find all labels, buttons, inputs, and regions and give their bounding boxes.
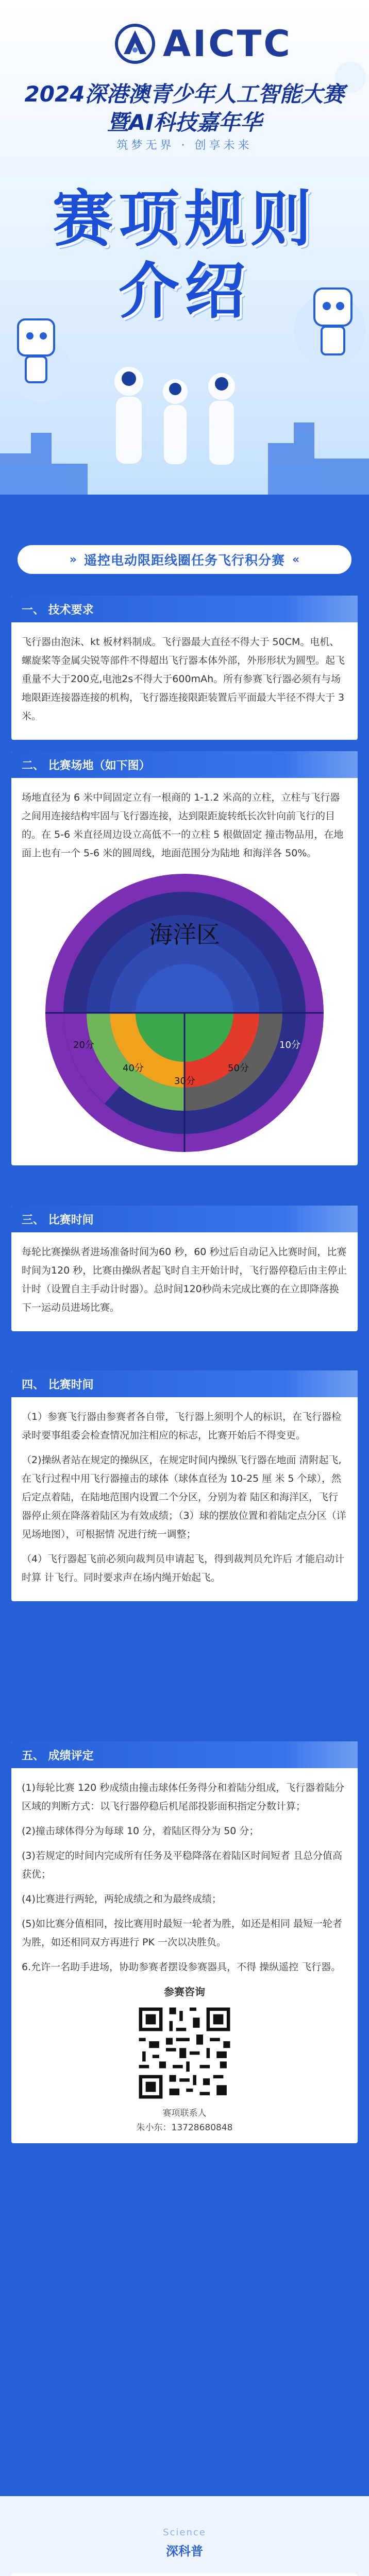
card-scoring xyxy=(11,1741,358,2143)
consult-title: 参赛咨询 xyxy=(164,1986,205,1998)
ring-label-30: 30分 xyxy=(174,1076,195,1087)
score-item: (4)比赛进行两轮，两轮成绩之和为最终成绩； xyxy=(22,1893,222,1905)
aictc-logo xyxy=(114,21,292,67)
section-title: 四、 比赛时间 xyxy=(22,1378,94,1392)
logo-text: AICTC xyxy=(163,23,292,65)
score-item: (1)每轮比赛 120 秒成绩由撞击球体任务得分和着陆分组成，飞行器着陆分区域的判断方式：以飞行器停稳后机尾部投影面积指定分数计算； xyxy=(22,1782,345,1812)
ring-label-40: 40分 xyxy=(123,1063,144,1074)
section-title: 三、 比赛时间 xyxy=(22,1213,94,1227)
section-title: 五、 成绩评定 xyxy=(22,1749,94,1762)
section-heading xyxy=(11,1741,358,1768)
hero-event-subtitle: 暨AI科技嘉年华 xyxy=(107,110,262,135)
section-text: 飞行器由泡沫、kt 板材料制成。飞行器最大直径不得大于 50CM。电机、螺旋桨等金属尖锐等部件不得超出飞行器本体外部，外形形状为圆型。起飞重量不大于200克,电池2s不得大于600mAh。所有参赛飞行器必须有与场地限距连接器连接的机构，飞行器连接限距装置后平面最大半径不得大于 3 米。 xyxy=(22,636,345,722)
ring-label-50: 50分 xyxy=(228,1063,249,1074)
rule-item: （2)操纵者站在规定的操纵区，在规定时间内操纵飞行器在地面 清附起飞,在飞行过程中用飞行器撞击的球体（球体直径为 10-25 厘 米 5 个球），然后定点着陆，在陆地范围内设置二个分区，分别为着 陆区和海洋区，飞行器停止须在降落着陆区为有效成绩；（3）球的摆放位置和着陆定点分区（详见场地图），可根据情 况进行统一调整； xyxy=(22,1454,346,1540)
score-item: (2)撞击球体得分为每球 10 分，着陆区得分为 50 分； xyxy=(22,1825,259,1837)
hero-slogan: 筑梦无界 · 创享未来 xyxy=(116,139,253,152)
score-item: (5)如比赛分值相同，按比赛用时最短一轮者为胜，如还是相同 最短一轮者为胜，如还相同双方再进行 PK 一次以决胜负。 xyxy=(22,1918,342,1948)
kp-intro-text xyxy=(11,2573,358,2576)
science-label: Science xyxy=(163,2527,206,2538)
heading-gradient-deco xyxy=(286,1370,358,1397)
rules-container xyxy=(0,582,369,2496)
double-chevron-right-icon: » xyxy=(69,553,77,566)
logo-mark-icon xyxy=(114,23,156,64)
heading-gradient-deco xyxy=(286,751,358,778)
heading-gradient-deco xyxy=(286,1206,358,1232)
section-title: 一、 技术要求 xyxy=(22,603,94,617)
section-heading xyxy=(11,751,358,778)
heading-gradient-deco xyxy=(286,1741,358,1768)
section-text: 每轮比赛操纵者进场准备时间为60 秒，60 秒过后自动记入比赛时间，比赛时间为120 秒，比赛由操纵者起飞时自主开始计时，飞行器停稳后由主停止计时（设置自主手动计时器）。总时间120秒尚未完成比赛的在立即降落换下一运动员进场比赛。 xyxy=(22,1246,347,1313)
event-name-pill xyxy=(18,545,351,574)
kp-intro-card xyxy=(11,2573,358,2576)
section-banner xyxy=(0,536,369,582)
section-text: 场地直径为 6 米中间固定立有一根商的 1-1.2 米高的立柱，立柱与飞行器之间用连接结构牢固与飞行器连接，达到限距旋转纸长次针向前飞行的目的。在 5-6 米直径周边设立高低不一的立柱 5 根做固定 撞击物品用，在地面上也有一个 5-6 米的圆周线，地面范围分为陆地 和海洋各 50%。 xyxy=(22,792,344,859)
section-heading xyxy=(11,596,358,622)
page-title-line2: 介绍 xyxy=(118,256,250,327)
section-heading xyxy=(11,1206,358,1232)
footer xyxy=(0,2496,369,2576)
hero-banner xyxy=(0,0,369,536)
venue-map xyxy=(22,869,347,1157)
rule-item: （1）参赛飞行器由参赛者各自带，飞行器上须明个人的标识，在飞行器检录时要事组委会检查情况加注相应的标志，比赛开始后不得变更。 xyxy=(22,1411,342,1441)
card-match-process xyxy=(11,1370,358,1601)
score-item: 6.允许一名助手进场，协助参赛者摆设参赛器具，不得 操纵遥控 飞行器。 xyxy=(22,1961,341,1973)
section-heading xyxy=(11,1370,358,1397)
event-name: 遥控电动限距线圈任务飞行积分赛 xyxy=(83,553,285,568)
ring-label-10: 10分 xyxy=(279,1040,300,1050)
heading-gradient-deco xyxy=(286,596,358,622)
ring-label-20: 20分 xyxy=(73,1040,94,1050)
card-tech-requirements xyxy=(11,596,358,740)
kp-title: 深科普 xyxy=(166,2544,203,2558)
section-title: 二、 比赛场地（如下图） xyxy=(22,759,150,772)
contact-phone: 朱小东：13728680848 xyxy=(136,2123,233,2133)
qr-code[interactable] xyxy=(136,2004,233,2102)
score-item: (3)若规定的时间内完成所有任务及平稳降落在着陆区时间短者 且总分值高获优； xyxy=(22,1850,342,1880)
contact-role: 赛项联系人 xyxy=(162,2108,207,2119)
consult-block xyxy=(118,1984,251,2135)
venue-target-diagram xyxy=(22,869,347,1157)
page-title: 赛项规则 xyxy=(52,183,316,255)
hero-event-title: 2024深港澳青少年人工智能大赛 xyxy=(24,81,345,107)
rule-item: （4）飞行器起飞前必须向裁判员申请起飞，得到裁判员允许后 才能启动计时算 计飞行。同时要求声在场内绳开始起飞。 xyxy=(22,1553,345,1583)
double-chevron-left-icon: « xyxy=(292,553,300,566)
ocean-zone-label: 海洋区 xyxy=(149,921,220,948)
card-venue xyxy=(11,751,358,1165)
card-match-time xyxy=(11,1206,358,1331)
